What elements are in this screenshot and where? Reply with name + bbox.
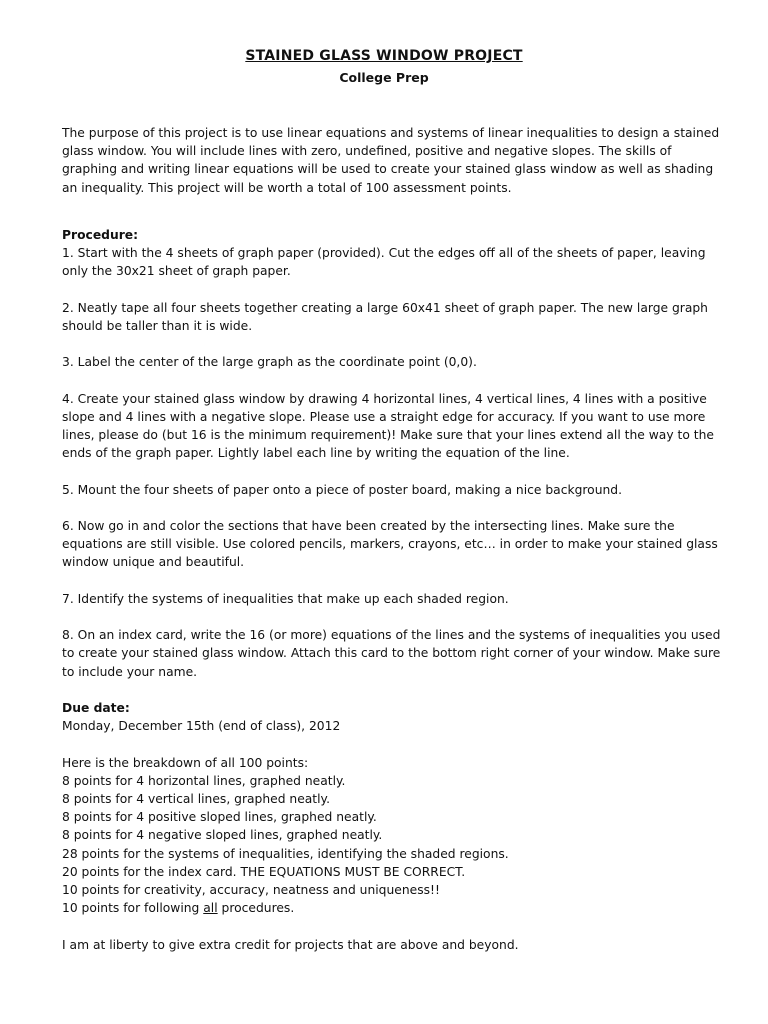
breakdown-last-emphasis: all bbox=[203, 901, 218, 916]
procedure-step-7: 7. Identify the systems of inequalities that make up each shaded region. bbox=[62, 591, 509, 606]
breakdown-item: 8 points for 4 vertical lines, graphed neatly. bbox=[62, 791, 330, 806]
procedure-step-2: 2. Neatly tape all four sheets together creating a large 60x41 sheet of graph paper. The new large graph should be taller than it is wide. bbox=[62, 300, 708, 333]
procedure-step-4: 4. Create your stained glass window by drawing 4 horizontal lines, 4 vertical lines, 4 lines with a positive slope and 4 lines with a negative slope. Please use a straight edge for accuracy. If you want to use more lines, please do (but 16 is the minimum requirement)! Make sure that your lines extend all the way to the ends of the graph paper. Lightly label each line by writing the equation of the line. bbox=[62, 391, 714, 461]
document-subtitle: College Prep bbox=[339, 70, 429, 85]
procedure-heading: Procedure: bbox=[62, 227, 139, 242]
procedure-step-5: 5. Mount the four sheets of paper onto a piece of poster board, making a nice background. bbox=[62, 482, 623, 497]
due-date-value: Monday, December 15th (end of class), 2012 bbox=[62, 719, 341, 734]
breakdown-item: 28 points for the systems of inequalities, identifying the shaded regions. bbox=[62, 846, 509, 861]
procedure-step-8: 8. On an index card, write the 16 (or more) equations of the lines and the systems of inequalities you used to create your stained glass window. Attach this card to the bottom right corner of your window. Make sure to include your name. bbox=[62, 628, 721, 679]
breakdown-item: 20 points for the index card. THE EQUATIONS MUST BE CORRECT. bbox=[62, 864, 466, 879]
procedure-step-6: 6. Now go in and color the sections that have been created by the intersecting lines. Make sure the equations are still visible. Use colored pencils, markers, crayons, etc… in order to make your stained glass window unique and beautiful. bbox=[62, 518, 718, 570]
breakdown-last-suffix: procedures. bbox=[217, 901, 295, 916]
procedure-step-1: 1. Start with the 4 sheets of graph paper (provided). Cut the edges off all of the sheets of paper, leaving only the 30x21 sheet of graph paper. bbox=[62, 246, 706, 279]
procedure-step-3: 3. Label the center of the large graph as the coordinate point (0,0). bbox=[62, 355, 477, 370]
breakdown-last-prefix: 10 points for following bbox=[62, 901, 204, 916]
closing-note: I am at liberty to give extra credit for projects that are above and beyond. bbox=[62, 937, 519, 952]
breakdown-item: 8 points for 4 negative sloped lines, graphed neatly. bbox=[62, 828, 383, 843]
breakdown-item: 10 points for creativity, accuracy, neatness and uniqueness!! bbox=[62, 882, 440, 897]
breakdown-item: 8 points for 4 horizontal lines, graphed neatly. bbox=[62, 773, 346, 788]
intro-paragraph: The purpose of this project is to use linear equations and systems of linear inequalities to design a stained glass window. You will include lines with zero, undefined, positive and negative slopes. The skills of graphing and writing linear equations will be used to create your stained glass window as well as shading an inequality. This project will be worth a total of 100 assessment points. bbox=[62, 126, 720, 195]
breakdown-item: 8 points for 4 positive sloped lines, graphed neatly. bbox=[62, 810, 377, 825]
breakdown-intro: Here is the breakdown of all 100 points: bbox=[62, 755, 309, 770]
due-date-heading: Due date: bbox=[62, 700, 130, 715]
document-title: STAINED GLASS WINDOW PROJECT bbox=[245, 48, 523, 64]
document-body bbox=[62, 124, 722, 954]
breakdown-item-last bbox=[62, 899, 722, 917]
